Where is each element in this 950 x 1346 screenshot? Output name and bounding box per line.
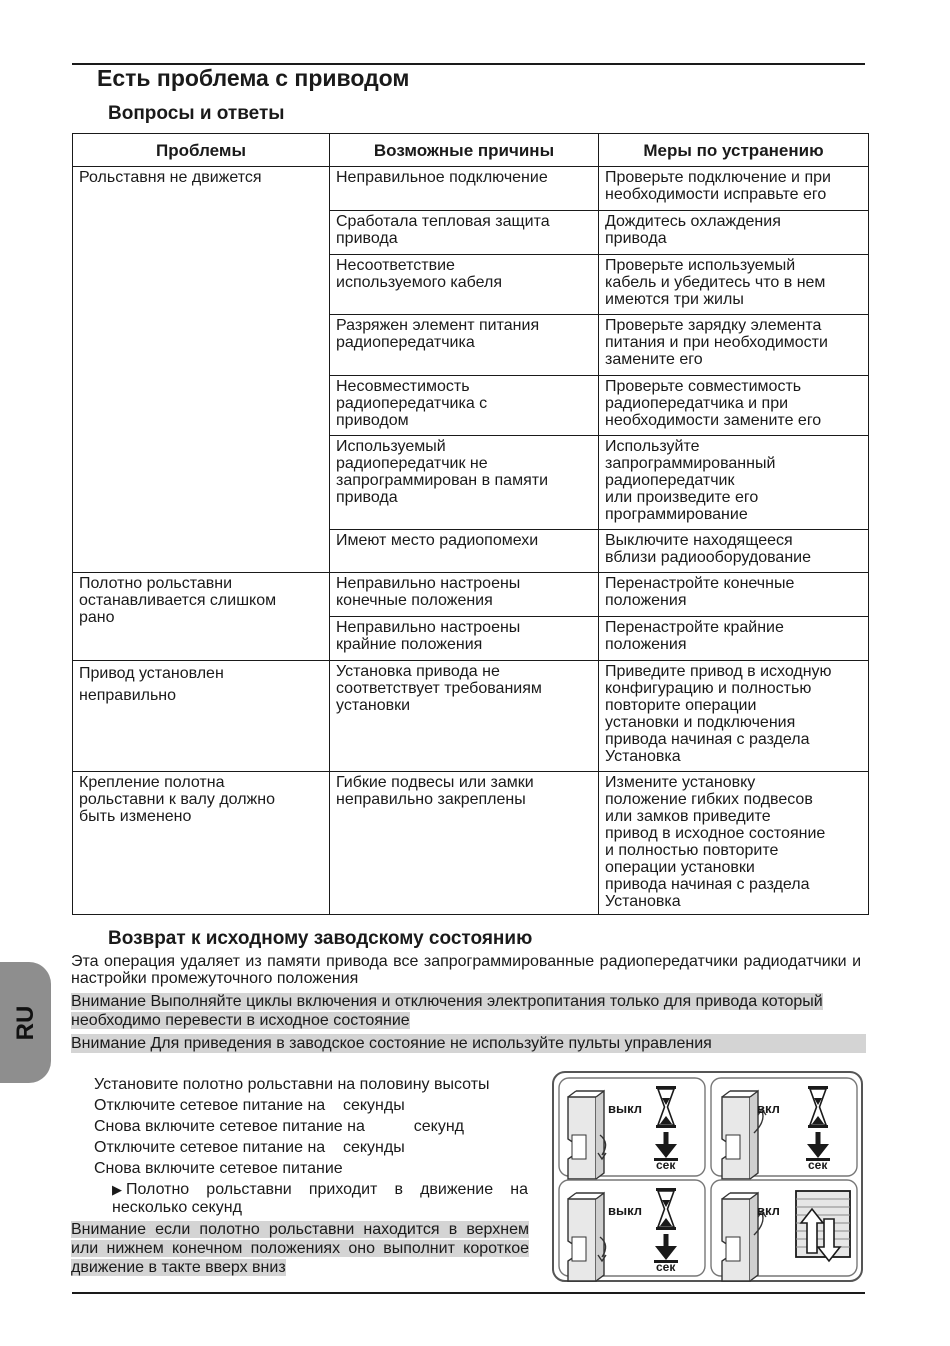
step-on-panel	[711, 1180, 857, 1281]
bottom-rule	[72, 1292, 865, 1294]
problem-cell: Привод установлен неправильно	[73, 661, 330, 772]
header-fixes: Меры по устранению	[599, 134, 869, 167]
on-label: вкл	[757, 1101, 780, 1116]
warning-text: Внимание Выполняйте циклы включения и отключения электропитания только для привода который необходимо перевести в исходное состояние	[71, 993, 823, 1029]
step-on-panel	[711, 1078, 857, 1179]
cause-cell: Разряжен элемент питания радиопередатчика	[330, 315, 599, 376]
sec-label: сек	[808, 1158, 828, 1172]
step-item: Снова включите сетевое питание	[94, 1160, 343, 1177]
off-label: выкл	[608, 1101, 643, 1116]
sec-label: сек	[656, 1158, 676, 1172]
on-label: вкл	[757, 1203, 780, 1218]
problem-cell: Рольставня не движется	[73, 167, 330, 573]
fix-cell: Проверьте используемый кабель и убедитесь что в нем имеются три жилы	[599, 255, 869, 315]
roller-shutter-icon	[796, 1191, 850, 1261]
troubleshooting-table	[72, 133, 869, 915]
fix-cell: Перенастройте конечные положения	[599, 573, 869, 617]
cause-cell: Неправильно настроены крайние положения	[330, 617, 599, 661]
reset-intro-text: Эта операция удаляет из памяти привода все запрограммированные радиопередатчики радиодатчики и настройки промежуточного положения	[71, 953, 861, 987]
off-label: выкл	[608, 1203, 643, 1218]
warning-note-remotes: Внимание Для приведения в заводское состояние не используйте пульты управления	[71, 1034, 866, 1053]
fix-cell: Проверьте совместимость радиопередатчика и при необходимости замените его	[599, 376, 869, 436]
fix-cell: Выключите находящееся вблизи радиооборудование	[599, 530, 869, 573]
step-item: Снова включите сетевое питание на секунд	[94, 1118, 465, 1135]
problem-cell: Полотно рольставни останавливается слишком рано	[73, 573, 330, 661]
reset-steps-list	[94, 1074, 534, 1179]
fix-cell: Дождитесь охлаждения привода	[599, 211, 869, 255]
step-off-panel	[559, 1078, 705, 1179]
warning-note-end-position	[71, 1220, 529, 1277]
triangle-bullet-icon: ▶	[112, 1182, 122, 1197]
header-causes: Возможные причины	[330, 134, 599, 167]
fix-cell: Проверьте зарядку элемента питания и при необходимости замените его	[599, 315, 869, 376]
reset-section-title: Возврат к исходному заводскому состоянию	[108, 928, 533, 949]
step-item: Установите полотно рольставни на половину высоты	[94, 1076, 490, 1093]
warning-text: Внимание если полотно рольставни находится в верхнем или нижнем конечном положениях оно выполнит короткое движение в такте вверх вниз	[71, 1221, 529, 1276]
cause-cell: Установка привода не соответствует требованиям установки	[330, 661, 599, 772]
cause-cell: Сработала тепловая защита привода	[330, 211, 599, 255]
section-subtitle: Вопросы и ответы	[108, 103, 285, 124]
fix-cell: Измените установку положение гибких подвесов или замков приведите привод в исходное состояние и полностью повторите операции установки привода начиная с раздела Установка	[599, 772, 869, 915]
cause-cell: Имеют место радиопомехи	[330, 530, 599, 573]
table-row	[73, 573, 869, 617]
power-cycle-diagram	[552, 1071, 863, 1282]
reset-result	[112, 1181, 528, 1217]
table-header-row	[73, 134, 869, 167]
table-row	[73, 661, 869, 772]
cause-cell: Несовместимость радиопередатчика с приводом	[330, 376, 599, 436]
page-title: Есть проблема с приводом	[97, 65, 410, 91]
cause-cell: Гибкие подвесы или замки неправильно закреплены	[330, 772, 599, 915]
fix-cell: Перенастройте крайние положения	[599, 617, 869, 661]
cause-cell: Неправильное подключение	[330, 167, 599, 211]
step-item: Отключите сетевое питание на секунды	[94, 1097, 405, 1114]
sec-label: сек	[656, 1260, 676, 1274]
cause-cell: Несоответствие используемого кабеля	[330, 255, 599, 315]
warning-note-power-cycles	[71, 992, 861, 1030]
table-row	[73, 772, 869, 915]
step-item: Отключите сетевое питание на секунды	[94, 1139, 405, 1156]
language-tab-label: RU	[11, 1005, 39, 1040]
fix-cell: Приведите привод в исходную конфигурацию и полностью повторите операции установки и подключения привода начиная с раздела Установка	[599, 661, 869, 772]
header-problems: Проблемы	[73, 134, 330, 167]
table-row	[73, 167, 869, 211]
problem-cell: Крепление полотна рольставни к валу должно быть изменено	[73, 772, 330, 915]
cause-cell: Неправильно настроены конечные положения	[330, 573, 599, 617]
fix-cell: Используйте запрограммированный радиопередатчик или произведите его программирование	[599, 436, 869, 530]
language-tab	[0, 962, 51, 1083]
step-off-panel	[559, 1180, 705, 1281]
result-text: Полотно рольставни приходит в движение на несколько секунд	[112, 1181, 528, 1216]
cause-cell: Используемый радиопередатчик не запрограммирован в памяти привода	[330, 436, 599, 530]
fix-cell: Проверьте подключение и при необходимости исправьте его	[599, 167, 869, 211]
